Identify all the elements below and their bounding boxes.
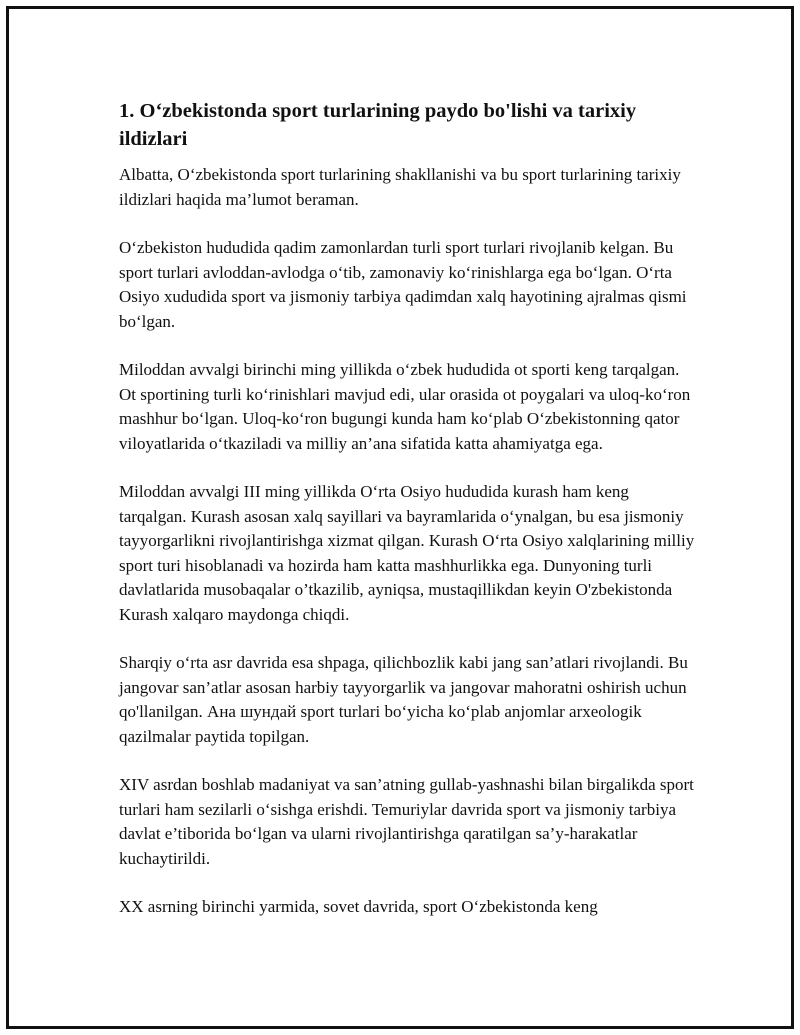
paragraph-ancient-sports: O‘zbekiston hududida qadim zamonlardan turli sport turlari rivojlanib kelgan. Bu sport turlari avloddan-avlodga o‘tib, zamonaviy ko‘rinishlarga ega bo‘lgan. O‘rta Osiyo xududida sport va jismoniy tarbiya qadimdan xalq hayotining ajralmas qismi bo‘lgan. [119, 238, 687, 331]
paragraph-timurid-era: XIV asrdan boshlab madaniyat va san’atning gullab-yashnashi bilan birgalikda sport turlari ham sezilarli o‘sishga erishdi. Temuriylar davrida sport va jismoniy tarbiya davlat e’tiborida bo‘lgan va ularni rivojlantirishga qaratilgan sa’y-harakatlar kuchaytirildi. [119, 775, 694, 868]
paragraph-intro: Albatta, O‘zbekistonda sport turlarining shakllanishi va bu sport turlarining tarixiy ildizlari haqida ma’lumot beraman. [119, 165, 681, 209]
paragraph-soviet-era: XX asrning birinchi yarmida, sovet davrida, sport O‘zbekistonda keng [119, 897, 598, 916]
document-body [119, 97, 699, 944]
paragraph-martial-arts: Sharqiy o‘rta asr davrida esa shpaga, qilichbozlik kabi jang san’atlari rivojlandi. Bu jangovar san’atlar asosan harbiy tayyorgarlik va jangovar mahoratni oshirish uchun qo'llanilgan. Ана шундай sport turlari bo‘yicha ko‘plab anjomlar arxeologik qazilmalar paytida topilgan. [119, 653, 688, 746]
paragraph-horse-sports: Miloddan avvalgi birinchi ming yillikda o‘zbek hududida ot sporti keng tarqalgan. Ot sportining turli ko‘rinishlari mavjud edi, ular orasida ot poygalari va uloq-ko‘ron mashhur bo‘lgan. Uloq-ko‘ron bugungi kunda ham ko‘plab O‘zbekistonning qator viloyatlarida o‘tkaziladi va milliy an’ana sifatida katta ahamiyatga ega. [119, 360, 691, 453]
section-heading: 1. O‘zbekistonda sport turlarining paydo bo'lishi va tarixiy ildizlari [119, 100, 637, 150]
document-page [6, 6, 794, 1029]
paragraph-kurash: Miloddan avvalgi III ming yillikda O‘rta Osiyo hududida kurash ham keng tarqalgan. Kurash asosan xalq sayillari va bayramlarida o‘ynalgan, bu esa jismoniy tayyorgarlikni rivojlantirishga xizmat qilgan. Kurash O‘rta Osiyo xalqlarining milliy sport turi hisoblanadi va hozirda ham katta mashhurlikka ega. Dunyoning turli davlatlarida musobaqalar o’tkazilib, ayniqsa, mustaqillikdan keyin O'zbekistonda Kurash xalqaro maydonga chiqdi. [119, 482, 695, 624]
